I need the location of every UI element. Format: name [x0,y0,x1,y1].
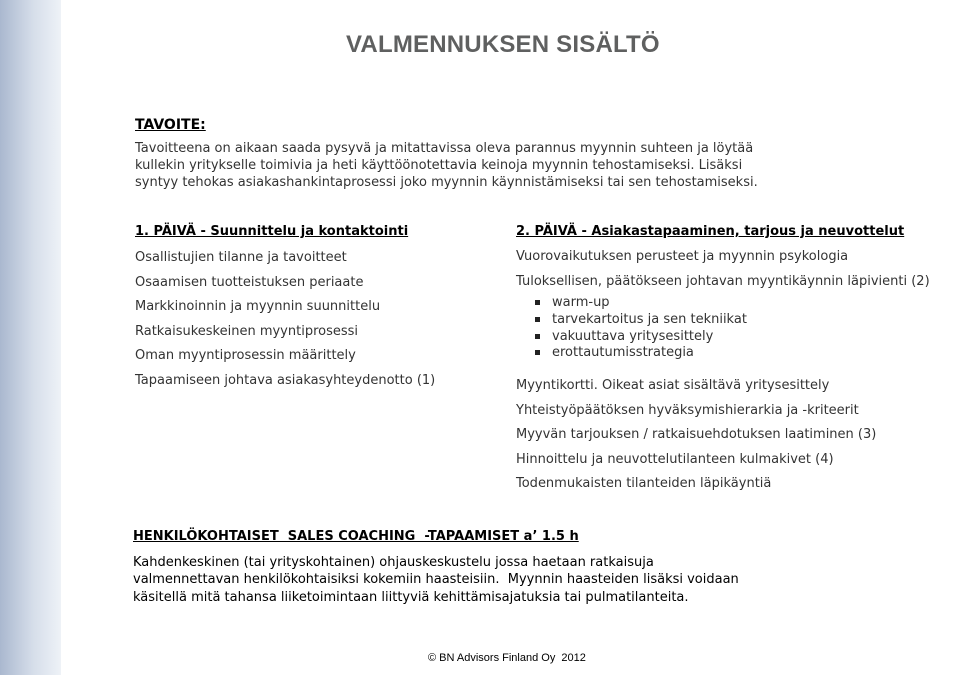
sidebar-notch [61,0,64,80]
day1-item: Osaamisen tuotteistuksen periaate [135,274,364,290]
bullet-text: warm-up [552,295,610,310]
square-bullet-icon [535,334,540,339]
square-bullet-icon [535,300,540,305]
day2-list-bottom [516,377,876,500]
coaching-line: valmennettavan henkilökohtaisiksi kokemiin haasteisiin. Myynnin haasteiden lisäksi voidaan [133,572,739,588]
bullet-item [530,312,747,329]
square-bullet-icon [535,350,540,355]
coaching-line: Kahdenkeskinen (tai yrityskohtainen) ohjauskeskustelu jossa haetaan ratkaisuja [133,555,654,570]
day2-item: Vuorovaikutuksen perusteet ja myynnin psykologia [516,249,849,264]
day2-item: Yhteistyöpäätöksen hyväksymishierarkia ja -kriteerit [516,402,859,418]
goals-heading: TAVOITE: [135,117,206,133]
day1-item: Osallistujien tilanne ja tavoitteet [135,250,347,265]
bullet-item [530,295,747,312]
sidebar-decoration [0,0,61,675]
square-bullet-icon [535,317,540,322]
copyright-footer: © BN Advisors Finland Oy 2012 [428,652,586,664]
coaching-heading: HENKILÖKOHTAISET SALES COACHING -TAPAAMISET a’ 1.5 h [133,529,579,544]
day2-item: Myyntikortti. Oikeat asiat sisältävä yritysesittely [516,378,830,393]
bullet-text: tarvekartoitus ja sen tekniikat [552,311,747,327]
day2-item: Myyvän tarjouksen / ratkaisuehdotuksen laatiminen (3) [516,427,877,442]
day1-item: Ratkaisukeskeinen myyntiprosessi [135,323,359,339]
bullet-item [530,329,747,346]
goals-paragraph [135,140,815,191]
day2-bullet-list [530,295,747,362]
goals-line: syntyy tehokas asiakashankintaprosessi joko myynnin käynnistämiseksi tai sen tehostamiseksi. [135,175,758,190]
day1-item: Markkinoinnin ja myynnin suunnittelu [135,299,381,314]
coaching-paragraph [133,554,739,606]
page-title: VALMENNUKSEN SISÄLTÖ [346,31,660,58]
coaching-line: käsitellä mitä tahansa liiketoimintaan liittyviä kehittämisajatuksia tai pulmatilanteita. [133,589,689,605]
day1-item: Tapaamiseen johtava asiakasyhteydenotto (1) [135,372,436,388]
day1-list [135,249,435,396]
day2-heading: 2. PÄIVÄ - Asiakastapaaminen, tarjous ja neuvottelut [516,224,905,239]
day2-item: Todenmukaisten tilanteiden läpikäyntiä [516,476,772,491]
bullet-text: erottautumisstrategia [552,345,694,361]
goals-line: Tavoitteena on aikaan saada pysyvä ja mitattavissa oleva parannus myynnin suhteen ja löytää [135,141,754,156]
day1-heading: 1. PÄIVÄ - Suunnittelu ja kontaktointi [135,224,409,239]
goals-line: kullekin yritykselle toimivia ja heti käyttöönotettavia keinoja myynnin tehostamiseksi. Lisäksi [135,158,743,173]
day2-list-top [516,248,930,297]
day2-item: Tuloksellisen, päätökseen johtavan myyntikäynnin läpivienti (2) [516,273,930,289]
day1-item: Oman myyntiprosessin määrittely [135,348,356,363]
bullet-item [530,345,747,362]
bullet-text: vakuuttava yritysesittely [552,328,714,344]
day2-item: Hinnoittelu ja neuvottelutilanteen kulmakivet (4) [516,451,834,467]
